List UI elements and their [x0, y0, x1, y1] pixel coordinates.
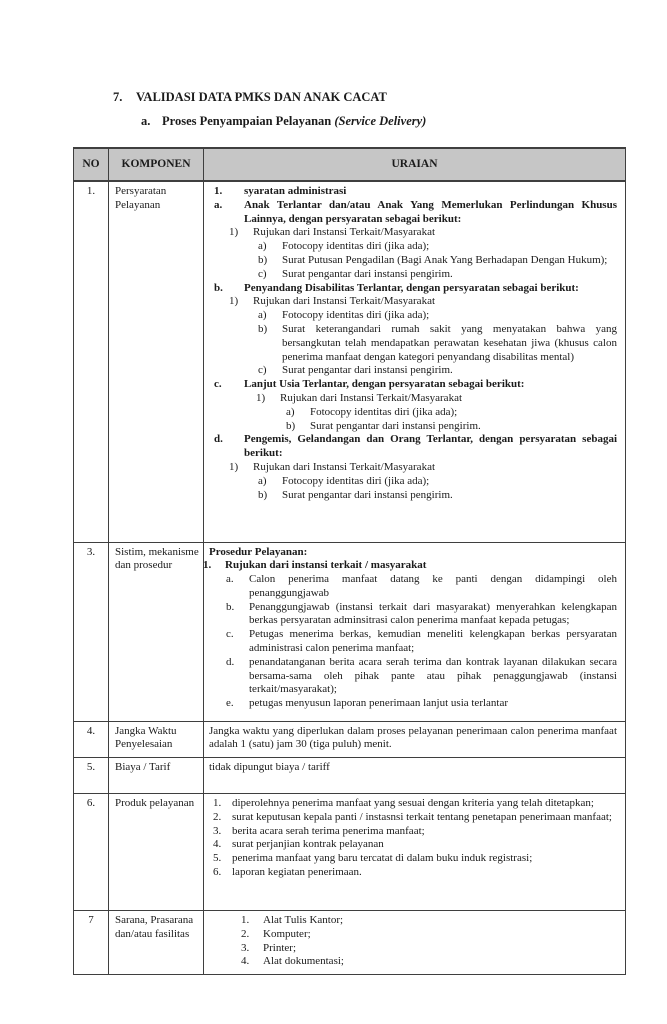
uraian-item — [209, 199, 617, 227]
item-text: Fotocopy identitas diri (jika ada); — [310, 405, 458, 418]
item-text: Fotocopy identitas diri (jika ada); — [282, 240, 430, 253]
item-text: Jangka waktu yang diperlukan dalam proses pelayanan penerimaan calon penerima manfaat adalah 1 (satu) jam 30 (tiga puluh) menit. — [209, 724, 617, 751]
uraian-item — [209, 406, 617, 420]
uraian-item — [209, 573, 617, 601]
list-marker: a. — [214, 198, 223, 211]
uraian-cell — [204, 181, 626, 542]
list-marker: b. — [226, 600, 235, 613]
list-marker: 1. — [214, 185, 223, 197]
uraian-item — [209, 226, 617, 240]
uraian-item — [209, 420, 617, 434]
list-marker: b) — [258, 253, 268, 266]
uraian-cell — [204, 758, 626, 794]
list-marker: e. — [226, 697, 234, 710]
uraian-cell — [204, 721, 626, 758]
komponen-cell: Produk pelayanan — [109, 794, 204, 911]
uraian-item — [209, 309, 617, 323]
uraian-item — [209, 914, 617, 928]
uraian-item — [209, 295, 617, 309]
list-marker: 4. — [213, 838, 222, 851]
uraian-item — [209, 282, 617, 296]
uraian-item — [209, 323, 617, 364]
item-text: surat keputusan kepala panti / instasnsi terkait tentang penetapan penerimaan manfaat; — [232, 810, 612, 823]
item-text: Penanggungjawab (instansi terkait dari masyarakat) menyerahkan kelengkapan berkas persyaratan adminsitrasi calon penerima manfaat kepada petugas; — [249, 600, 617, 627]
uraian-item — [209, 656, 617, 697]
row-number: 6. — [74, 794, 109, 911]
list-marker: d. — [226, 655, 235, 668]
uraian-item — [209, 254, 617, 268]
item-text: Rujukan dari Instansi Terkait/Masyarakat — [253, 226, 436, 239]
item-text: Anak Terlantar dan/atau Anak Yang Memerlukan Perlindungan Khusus Lainnya, dengan persyaratan sebagai berikut: — [244, 198, 617, 225]
list-marker: 1. — [241, 914, 250, 927]
list-marker: 1. — [213, 797, 222, 810]
subtitle-text: Proses Penyampaian Pelayanan — [162, 114, 335, 128]
item-text: laporan kegiatan penerimaan. — [232, 866, 362, 879]
table-row — [74, 721, 626, 758]
item-text: petugas menyusun laporan penerimaan lanjut usia terlantar — [249, 697, 509, 710]
subtitle-letter: a. — [141, 114, 151, 128]
service-delivery-table — [73, 147, 626, 975]
item-text: Pengemis, Gelandangan dan Orang Terlantar, dengan persyaratan sebagai berikut: — [244, 433, 617, 460]
item-text: Petugas menerima berkas, kemudian meneliti kelengkapan berkas persyaratan administrasi calon penerima manfaat; — [249, 628, 617, 655]
item-text: penandatanganan berita acara serah terima dan kontrak layanan dilakukan secara bersama-sama oleh pihak pante atau pihak penaggungjawab (instansi terkait/masyarakat); — [249, 655, 617, 696]
list-marker: 1. — [203, 559, 212, 572]
list-marker: b) — [258, 488, 268, 501]
item-text: Lanjut Usia Terlantar, dengan persyaratan sebagai berikut: — [244, 378, 525, 391]
uraian-item — [209, 928, 617, 942]
uraian-item — [209, 628, 617, 656]
uraian-item — [209, 942, 617, 956]
list-marker: 3. — [213, 824, 222, 837]
column-header-no: NO — [74, 148, 109, 181]
uraian-item — [209, 489, 617, 503]
item-text: Fotocopy identitas diri (jika ada); — [282, 309, 430, 322]
list-marker: 1) — [229, 295, 239, 308]
list-marker: a) — [258, 309, 267, 322]
uraian-item — [203, 559, 617, 573]
list-marker: 1) — [229, 226, 239, 239]
item-text: berita acara serah terima penerima manfaat; — [232, 824, 425, 837]
komponen-cell: Persyaratan Pelayanan — [109, 181, 204, 542]
uraian-item — [209, 240, 617, 254]
table-row — [74, 794, 626, 911]
subtitle-italic: (Service Delivery) — [334, 114, 427, 128]
uraian-item — [209, 852, 617, 866]
uraian-cell — [204, 794, 626, 911]
uraian-item — [209, 866, 617, 880]
uraian-item — [209, 378, 617, 392]
uraian-item — [209, 797, 617, 811]
item-text: Alat dokumentasi; — [263, 955, 344, 968]
table-row — [74, 758, 626, 794]
column-header-komponen: KOMPONEN — [109, 148, 204, 181]
item-text: Penyandang Disabilitas Terlantar, dengan persyaratan sebagai berikut: — [244, 281, 579, 294]
document-title — [113, 90, 387, 105]
list-marker: a. — [226, 573, 234, 586]
list-marker: c) — [258, 364, 267, 377]
uraian-item — [209, 475, 617, 489]
list-marker: 5. — [213, 852, 222, 865]
item-text: diperolehnya penerima manfaat yang sesuai dengan kriteria yang telah ditetapkan; — [232, 797, 594, 810]
title-number: 7. — [113, 90, 123, 104]
item-text: Rujukan dari Instansi Terkait/Masyarakat — [280, 391, 463, 404]
item-text: Surat keterangandari rumah sakit yang menyatakan bahwa yang bersangkutan telah mendapatkan perawatan kesehatan jiwa (khusus calon penerima manfaat dengan kategori penyandang disabilitas mental) — [282, 322, 617, 363]
row-number: 4. — [74, 721, 109, 758]
uraian-item — [209, 461, 617, 475]
row-number: 3. — [74, 542, 109, 721]
uraian-item — [209, 268, 617, 282]
list-marker: a) — [258, 474, 267, 487]
item-text: Rujukan dari instansi terkait / masyarakat — [225, 559, 427, 572]
list-marker: b) — [286, 419, 296, 432]
list-marker: c) — [258, 267, 267, 280]
uraian-item — [209, 364, 617, 378]
item-text: Surat pengantar dari instansi pengirim. — [310, 419, 481, 432]
list-marker: 2. — [241, 927, 250, 940]
uraian-item — [209, 697, 617, 711]
row-number: 5. — [74, 758, 109, 794]
list-marker: c. — [226, 628, 234, 641]
komponen-cell: Sarana, Prasarana dan/atau fasilitas — [109, 911, 204, 975]
item-text: penerima manfaat yang baru tercatat di dalam buku induk registrasi; — [232, 852, 533, 865]
document-subtitle — [141, 114, 426, 129]
item-text: Printer; — [263, 941, 296, 954]
item-text: Calon penerima manfaat datang ke panti dengan didampingi oleh penanggungjawab — [249, 573, 617, 599]
list-marker: a) — [258, 240, 267, 253]
item-text: Fotocopy identitas diri (jika ada); — [282, 474, 430, 487]
uraian-item — [209, 185, 617, 199]
list-marker: 3. — [241, 941, 250, 954]
row-number: 1. — [74, 181, 109, 542]
uraian-item — [209, 761, 617, 775]
title-text: VALIDASI DATA PMKS DAN ANAK CACAT — [136, 90, 387, 104]
table-row — [74, 542, 626, 721]
list-marker: 6. — [213, 866, 222, 879]
item-text: tidak dipungut biaya / tariff — [209, 761, 330, 774]
uraian-item — [209, 838, 617, 852]
list-marker: 4. — [241, 955, 250, 968]
table-row — [74, 911, 626, 975]
table-row — [74, 181, 626, 542]
item-text: Rujukan dari Instansi Terkait/Masyarakat — [253, 295, 436, 308]
uraian-item — [209, 433, 617, 461]
item-text: Komputer; — [263, 927, 311, 940]
table-header-row — [74, 148, 626, 181]
uraian-item — [209, 725, 617, 753]
komponen-cell: Biaya / Tarif — [109, 758, 204, 794]
item-text: Surat pengantar dari instansi pengirim. — [282, 488, 453, 501]
list-marker: c. — [214, 378, 222, 391]
uraian-item — [209, 955, 617, 969]
item-text: Alat Tulis Kantor; — [263, 914, 344, 927]
komponen-cell: Jangka Waktu Penyelesaian — [109, 721, 204, 758]
list-marker: b. — [214, 281, 223, 294]
row-number: 7 — [74, 911, 109, 975]
uraian-cell — [204, 911, 626, 975]
uraian-item — [209, 601, 617, 629]
item-text: Surat Putusan Pengadilan (Bagi Anak Yang Berhadapan Dengan Hukum); — [282, 253, 608, 266]
item-text: Rujukan dari Instansi Terkait/Masyarakat — [253, 460, 436, 473]
komponen-cell: Sistim, mekanisme dan prosedur — [109, 542, 204, 721]
uraian-item — [209, 825, 617, 839]
uraian-item — [209, 546, 617, 560]
list-marker: b) — [258, 322, 268, 335]
list-marker: a) — [286, 405, 295, 418]
list-marker: 1) — [229, 460, 239, 473]
list-marker: d. — [214, 433, 223, 446]
uraian-cell — [204, 542, 626, 721]
item-text: Surat pengantar dari instansi pengirim. — [282, 267, 453, 280]
item-text: surat perjanjian kontrak pelayanan — [232, 838, 384, 851]
item-text: Surat pengantar dari instansi pengirim. — [282, 364, 453, 377]
uraian-item — [209, 392, 617, 406]
item-text: Prosedur Pelayanan: — [209, 545, 308, 558]
uraian-item — [209, 811, 617, 825]
column-header-uraian: URAIAN — [204, 148, 626, 181]
list-marker: 2. — [213, 810, 222, 823]
item-text: syaratan administrasi — [244, 185, 347, 197]
list-marker: 1) — [256, 391, 266, 404]
